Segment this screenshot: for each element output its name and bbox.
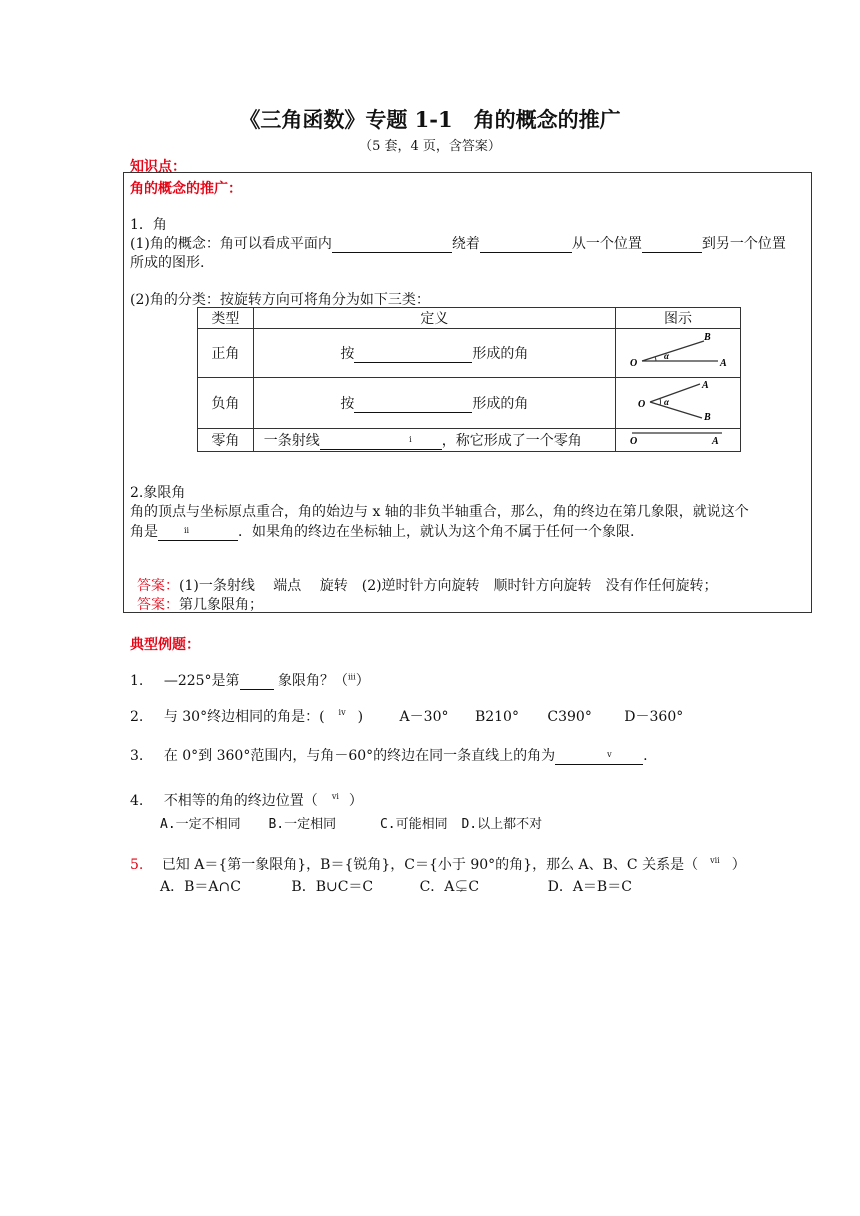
option-d: D－360° (624, 709, 684, 725)
blank-5 (354, 398, 472, 413)
answer-label: 答案： (137, 578, 179, 594)
q-text-b: ．如果角的终边在坐标轴上，就认为这个角不属于任何一个象限. (238, 524, 635, 540)
concept-text-a: (1)角的概念：角可以看成平面内 (130, 236, 332, 252)
option-a: A.一定不相同 (160, 817, 241, 832)
label-a: A (712, 436, 719, 447)
question-text: ） (355, 673, 370, 689)
question-4 (130, 790, 363, 810)
option-d: D．A＝B＝C (547, 879, 632, 895)
question-5-options (160, 876, 632, 896)
option-b: B210° (474, 709, 519, 725)
table-row (198, 378, 741, 429)
positive-angle-diagram (616, 329, 741, 378)
question-text: . (643, 748, 648, 764)
label-o: O (638, 399, 646, 410)
endnote-ref: v (607, 750, 612, 759)
question-text: 不相等的角的终边位置（ (163, 793, 318, 809)
question-text: 已知 A＝{第一象限角}，B＝{锐角}，C＝{小于 90°的角}，那么 A、B、C 关系是（ (161, 857, 699, 873)
question-text: ） (731, 857, 746, 873)
label-o: O (630, 358, 638, 369)
negative-angle-diagram (616, 378, 741, 429)
answer-text: 第几象限角； (179, 597, 263, 613)
concept-text-c: 从一个位置 (571, 236, 642, 252)
classify-line: (2)角的分类：按旋转方向可将角分为如下三类： (130, 292, 430, 308)
concept-text-b: 绕着 (451, 236, 480, 252)
label-b: B (704, 332, 711, 343)
page-title: 《三角函数》专题 1-1 角的概念的推广 (239, 107, 621, 132)
blank-q3 (555, 750, 643, 765)
answer-label: 答案： (137, 597, 179, 613)
question-number: 4. (130, 793, 144, 809)
blank-7 (158, 526, 238, 541)
def-text: 一条射线 (263, 433, 320, 449)
def-text: ，称它形成了一个零角 (441, 433, 582, 449)
label-o: O (630, 436, 638, 447)
row-type: 正角 (198, 329, 254, 378)
option-c: C390° (547, 709, 592, 725)
section2-title: 2.象限角 (130, 485, 186, 501)
endnote-ref: ii (184, 526, 190, 535)
examples-heading: 典型例题： (130, 637, 200, 653)
blank-4 (354, 348, 472, 363)
table-header-row (198, 308, 741, 329)
quadrant-line-2 (130, 521, 634, 541)
answer-text: (1)一条射线 端点 旋转 (2)逆时针方向旋转 顺时针方向旋转 没有作任何旋转； (179, 578, 718, 594)
blank-1 (332, 238, 452, 253)
row-definition (253, 429, 615, 452)
question-5 (130, 854, 746, 874)
header-definition: 定义 (253, 308, 615, 329)
label-alpha: α (664, 351, 669, 361)
option-b: B.一定相同 (268, 817, 337, 832)
row-definition (253, 378, 615, 429)
page-subtitle: （5 套，4 页，含答案） (359, 139, 501, 154)
endnote-ref: i (409, 435, 412, 444)
knowledge-heading: 知识点： (130, 159, 186, 175)
def-text: 形成的角 (472, 396, 529, 412)
classification-table (197, 307, 741, 452)
option-a: A－30° (399, 709, 449, 725)
label-a: A (702, 380, 709, 391)
question-number: 3. (130, 748, 144, 764)
table-row (198, 429, 741, 452)
endnote-ref: iv (338, 708, 346, 718)
question-text: 在 0°到 360°范围内，与角－60°的终边在同一条直线上的角为 (163, 748, 556, 764)
blank-6b (412, 435, 442, 450)
box-heading: 角的概念的推广： (130, 181, 242, 197)
question-4-options (160, 813, 542, 832)
row-type: 负角 (198, 378, 254, 429)
question-text: 与 30°终边相同的角是：( (163, 709, 325, 725)
option-c: C．A⊊C (419, 879, 480, 895)
zero-angle-diagram (616, 429, 741, 452)
question-text: ) (357, 709, 364, 725)
concept-line-2: 所成的图形. (130, 255, 205, 271)
q-text-a: 角是 (130, 524, 158, 540)
answer-line-2 (137, 594, 263, 614)
label-b: B (704, 412, 711, 423)
label-alpha: α (664, 397, 669, 407)
question-text: —225°是第 (163, 673, 240, 689)
question-3 (130, 745, 648, 765)
quadrant-line-1: 角的顶点与坐标原点重合，角的始边与 x 轴的非负半轴重合，那么，角的终边在第几象限，就说这个 (130, 504, 749, 520)
table-row (198, 329, 741, 378)
question-number: 5. (130, 857, 144, 873)
option-a: A．B＝A∩C (160, 879, 241, 895)
label-a: A (720, 358, 727, 369)
header-diagram: 图示 (616, 308, 741, 329)
concept-text-d: 到另一个位置 (701, 236, 786, 252)
row-definition (253, 329, 615, 378)
question-1 (130, 670, 370, 690)
answer-line-1 (137, 575, 718, 595)
angle-concept-line (130, 233, 786, 253)
blank-3 (642, 238, 702, 253)
endnote-ref: vi (331, 792, 339, 802)
question-text: ） (348, 793, 363, 809)
question-text: 象限角？（ (273, 673, 348, 689)
blank-6 (320, 435, 412, 450)
row-type: 零角 (198, 429, 254, 452)
def-text: 形成的角 (472, 346, 529, 362)
section1-title: 1．角 (130, 217, 167, 233)
option-c: C.可能相同 (379, 817, 448, 832)
question-2 (130, 706, 683, 726)
option-b: B．B∪C＝C (291, 879, 374, 895)
def-text: 按 (340, 346, 355, 362)
blank-q1 (240, 675, 274, 690)
header-type: 类型 (198, 308, 254, 329)
def-text: 按 (340, 396, 355, 412)
blank-2 (480, 238, 572, 253)
question-number: 2. (130, 709, 144, 725)
question-number: 1. (130, 673, 144, 689)
endnote-ref: iii (348, 672, 356, 682)
endnote-ref: vii (710, 856, 720, 866)
option-d: D.以上都不对 (461, 817, 543, 832)
